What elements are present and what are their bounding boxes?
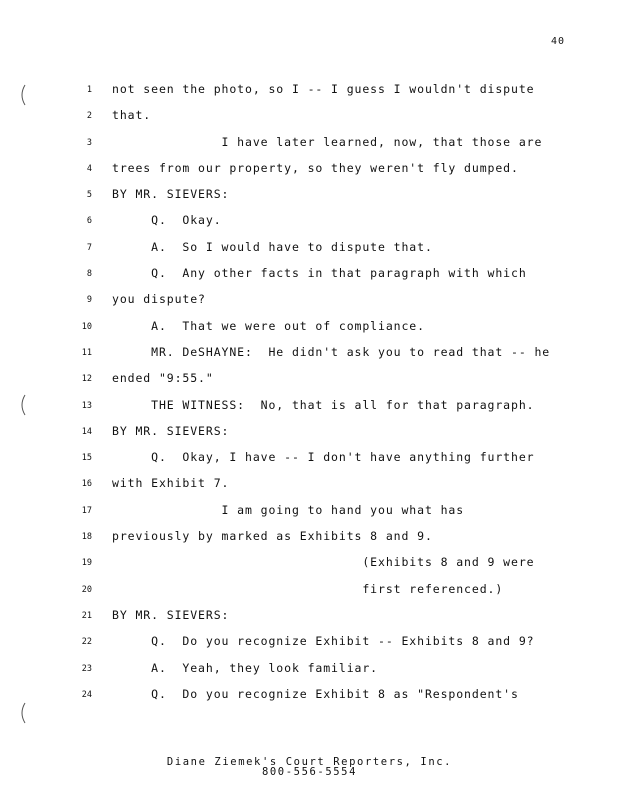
- line-text: Q. Do you recognize Exhibit -- Exhibits 8 and 9?: [112, 634, 535, 649]
- line-text: A. That we were out of compliance.: [112, 318, 425, 333]
- line-number: 5: [86, 190, 92, 201]
- line-text: BY MR. SIEVERS:: [112, 187, 230, 202]
- line-number: 19: [81, 558, 92, 569]
- transcript-line: [0, 472, 619, 498]
- line-number: 2: [86, 111, 92, 122]
- page-footer: [0, 757, 619, 777]
- line-text: Q. Okay, I have -- I don't have anything further: [112, 450, 535, 465]
- line-number: 24: [81, 689, 92, 700]
- transcript-line: [0, 578, 619, 604]
- line-text: (Exhibits 8 and 9 were: [112, 555, 535, 570]
- transcript-line: [0, 157, 619, 183]
- line-text: first referenced.): [112, 581, 504, 596]
- line-number: 4: [86, 163, 92, 174]
- line-text: I am going to hand you what has: [112, 502, 465, 517]
- line-number: 8: [86, 269, 92, 280]
- line-number: 22: [81, 637, 92, 648]
- transcript-line: [0, 367, 619, 393]
- line-text: BY MR. SIEVERS:: [112, 607, 230, 622]
- line-text: A. Yeah, they look familiar.: [112, 660, 379, 675]
- transcript-line: [0, 236, 619, 262]
- line-number: 14: [81, 426, 92, 437]
- line-text: trees from our property, so they weren't fly dumped.: [112, 160, 519, 175]
- line-number: 12: [81, 374, 92, 385]
- transcript-line: [0, 657, 619, 683]
- transcript-line: [0, 525, 619, 551]
- line-number: 21: [81, 610, 92, 621]
- transcript-line: [0, 551, 619, 577]
- line-text: that.: [112, 108, 152, 123]
- line-number: 23: [81, 663, 92, 674]
- transcript-line: [0, 683, 619, 709]
- transcript-line: [0, 315, 619, 341]
- line-number: 6: [86, 216, 92, 227]
- line-number: 9: [86, 295, 92, 306]
- transcript-line: [0, 183, 619, 209]
- line-text: ended "9:55.": [112, 371, 214, 386]
- line-text: MR. DeSHAYNE: He didn't ask you to read that -- he: [112, 344, 551, 359]
- line-text: I have later learned, now, that those are: [112, 134, 543, 149]
- line-number: 16: [81, 479, 92, 490]
- transcript-line: [0, 209, 619, 235]
- transcript-line: [0, 630, 619, 656]
- line-number: 11: [81, 347, 92, 358]
- line-text: previously by marked as Exhibits 8 and 9.: [112, 529, 433, 544]
- line-text: you dispute?: [112, 292, 206, 307]
- line-text: A. So I would have to dispute that.: [112, 239, 433, 254]
- transcript-line: [0, 394, 619, 420]
- transcript-line: [0, 604, 619, 630]
- page-number: 40: [551, 36, 566, 47]
- transcript-line: [0, 288, 619, 314]
- transcript-line: [0, 499, 619, 525]
- line-number: 17: [81, 505, 92, 516]
- footer-phone: 800-556-5554: [261, 766, 358, 778]
- transcript-line: [0, 341, 619, 367]
- line-number: 10: [81, 321, 92, 332]
- line-number: 3: [86, 137, 92, 148]
- line-text: Q. Any other facts in that paragraph with which: [112, 266, 527, 281]
- line-number: 15: [81, 453, 92, 464]
- line-number: 1: [86, 85, 92, 95]
- transcript-body: [0, 78, 619, 709]
- line-text: not seen the photo, so I -- I guess I wouldn't dispute: [112, 82, 535, 96]
- line-number: 13: [81, 400, 92, 411]
- line-number: 7: [86, 242, 92, 253]
- line-number: 18: [81, 532, 92, 543]
- line-text: Q. Okay.: [112, 213, 222, 228]
- transcript-line: [0, 131, 619, 157]
- line-text: Q. Do you recognize Exhibit 8 as "Respondent's: [112, 686, 519, 701]
- transcript-line: [0, 104, 619, 130]
- line-text: THE WITNESS: No, that is all for that paragraph.: [112, 397, 535, 412]
- transcript-line: [0, 262, 619, 288]
- footer-company: Diane Ziemek's Court Reporters, Inc.: [166, 756, 453, 768]
- line-text: with Exhibit 7.: [112, 476, 230, 491]
- transcript-line: [0, 446, 619, 472]
- line-text: BY MR. SIEVERS:: [112, 423, 230, 438]
- transcript-line: [0, 78, 619, 104]
- transcript-line: [0, 420, 619, 446]
- line-number: 20: [81, 584, 92, 595]
